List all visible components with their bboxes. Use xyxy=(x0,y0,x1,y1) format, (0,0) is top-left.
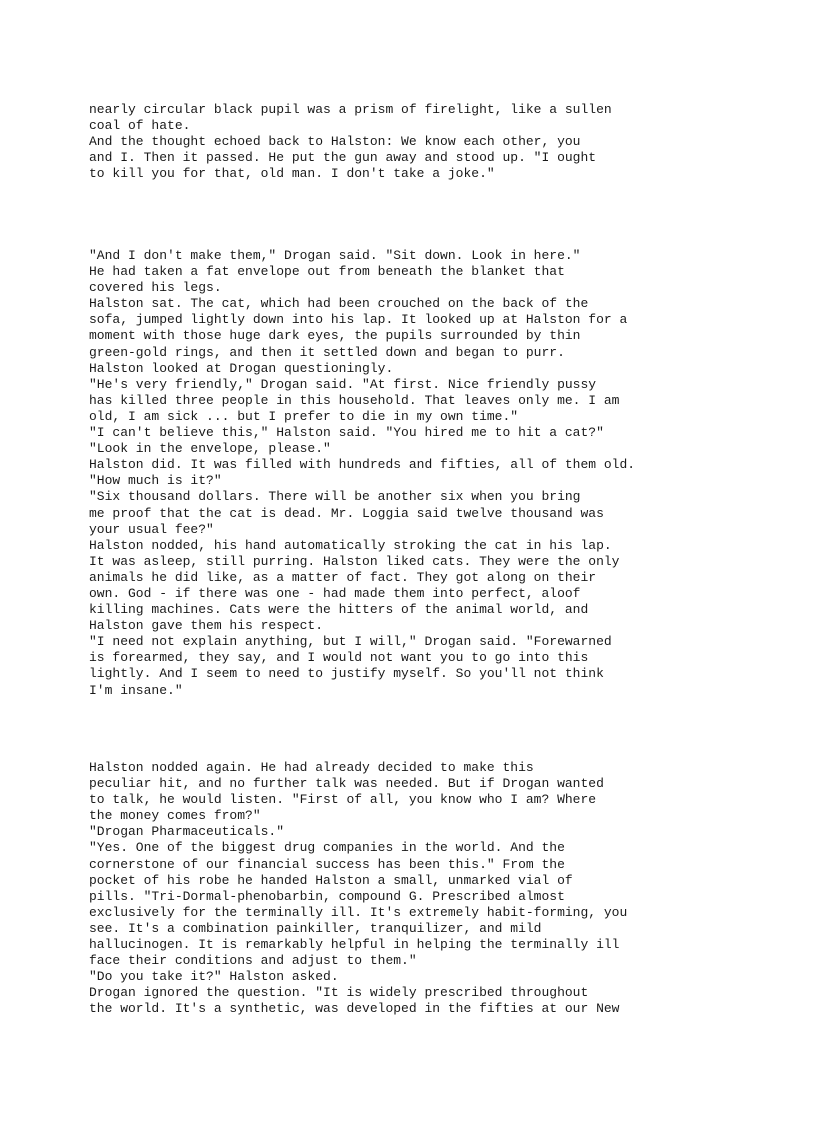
text-line: Halston nodded, his hand automatically stroking the cat in his lap. xyxy=(89,537,612,553)
text-line: "Look in the envelope, please." xyxy=(89,441,331,457)
text-line: own. God - if there was one - had made them into perfect, aloof xyxy=(89,585,581,601)
text-line: "Six thousand dollars. There will be another six when you bring xyxy=(89,489,581,505)
text-line: to kill you for that, old man. I don't take a joke." xyxy=(89,166,495,182)
text-line: "I need not explain anything, but I will," Drogan said. "Forewarned xyxy=(89,634,612,650)
text-line: to talk, he would listen. "First of all, you know who I am? Where xyxy=(89,792,597,808)
text-line: Drogan ignored the question. "It is widely prescribed throughout xyxy=(89,985,589,1001)
text-line: "Drogan Pharmaceuticals." xyxy=(89,824,285,840)
text-line: me proof that the cat is dead. Mr. Loggia said twelve thousand was xyxy=(89,505,604,521)
text-line: killing machines. Cats were the hitters of the animal world, and xyxy=(89,602,589,618)
text-line: "How much is it?" xyxy=(89,473,222,489)
text-block-3 xyxy=(89,760,789,1018)
text-line: hallucinogen. It is remarkably helpful in helping the terminally ill xyxy=(89,937,620,953)
text-line: "He's very friendly," Drogan said. "At first. Nice friendly pussy xyxy=(89,376,597,392)
text-line: moment with those huge dark eyes, the pupils surrounded by thin xyxy=(89,328,581,344)
text-line: your usual fee?" xyxy=(89,521,214,537)
text-line: sofa, jumped lightly down into his lap. It looked up at Halston for a xyxy=(89,312,628,328)
text-line: And the thought echoed back to Halston: We know each other, you xyxy=(89,134,581,150)
text-line: is forearmed, they say, and I would not want you to go into this xyxy=(89,650,589,666)
text-line: nearly circular black pupil was a prism of firelight, like a sullen xyxy=(89,102,612,117)
text-block-2 xyxy=(89,248,789,699)
text-line: Halston gave them his respect. xyxy=(89,618,324,634)
text-line: green-gold rings, and then it settled down and began to purr. xyxy=(89,344,565,360)
text-line: "I can't believe this," Halston said. "You hired me to hit a cat?" xyxy=(89,425,604,441)
text-line: and I. Then it passed. He put the gun away and stood up. "I ought xyxy=(89,150,597,166)
text-line: the money comes from?" xyxy=(89,808,261,824)
text-line: lightly. And I seem to need to justify myself. So you'll not think xyxy=(89,666,604,682)
text-line: Halston looked at Drogan questioningly. xyxy=(89,360,394,376)
text-line: coal of hate. xyxy=(89,118,191,134)
text-line: "And I don't make them," Drogan said. "Sit down. Look in here." xyxy=(89,248,581,263)
text-line: see. It's a combination painkiller, tranquilizer, and mild xyxy=(89,920,542,936)
text-line: covered his legs. xyxy=(89,280,222,296)
text-line: old, I am sick ... but I prefer to die in my own time." xyxy=(89,408,519,424)
text-line: animals he did like, as a matter of fact. They got along on their xyxy=(89,569,597,585)
text-line: exclusively for the terminally ill. It's extremely habit-forming, you xyxy=(89,904,628,920)
text-line: peculiar hit, and no further talk was needed. But if Drogan wanted xyxy=(89,776,604,792)
text-line: Halston sat. The cat, which had been crouched on the back of the xyxy=(89,296,589,312)
text-line: cornerstone of our financial success has been this." From the xyxy=(89,856,565,872)
text-line: He had taken a fat envelope out from beneath the blanket that xyxy=(89,264,565,280)
text-line: Halston did. It was filled with hundreds and fifties, all of them old. xyxy=(89,457,636,473)
text-block-1 xyxy=(89,102,789,182)
text-line: Halston nodded again. He had already decided to make this xyxy=(89,760,534,775)
text-line: I'm insane." xyxy=(89,682,183,698)
text-line: "Do you take it?" Halston asked. xyxy=(89,969,339,985)
text-line: It was asleep, still purring. Halston liked cats. They were the only xyxy=(89,553,620,569)
text-line: the world. It's a synthetic, was developed in the fifties at our New xyxy=(89,1001,620,1017)
text-line: pills. "Tri-Dormal-phenobarbin, compound G. Prescribed almost xyxy=(89,888,565,904)
text-line: face their conditions and adjust to them." xyxy=(89,953,417,969)
text-line: "Yes. One of the biggest drug companies in the world. And the xyxy=(89,840,565,856)
text-line: has killed three people in this household. That leaves only me. I am xyxy=(89,392,620,408)
text-line: pocket of his robe he handed Halston a small, unmarked vial of xyxy=(89,872,573,888)
